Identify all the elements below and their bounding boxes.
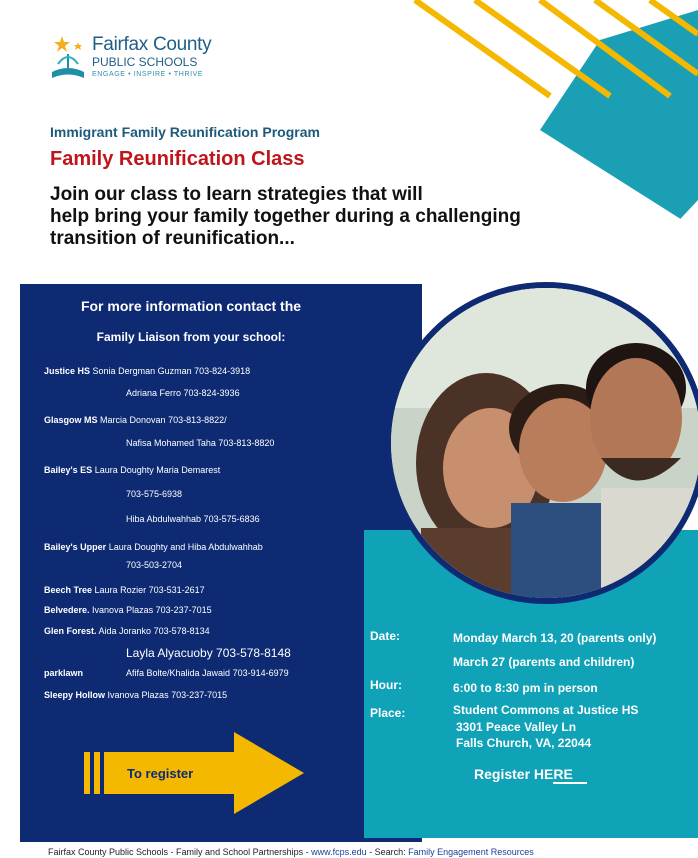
logo-tagline: ENGAGE • INSPIRE • THRIVE <box>92 71 204 78</box>
place-line-1: Student Commons at Justice HS <box>453 703 639 717</box>
to-register-link[interactable]: To register <box>127 766 194 781</box>
intro-text: Join our class to learn strategies that will help bring your family together during a challenging transition of reunification... <box>50 184 521 249</box>
hour-label: Hour: <box>370 678 402 692</box>
contact-justice: Justice HS Sonia Dergman Guzman 703-824-3918 <box>44 366 251 376</box>
logo-subtitle: PUBLIC SCHOOLS <box>92 55 198 69</box>
date-line-1: Monday March 13, 20 (parents only) <box>453 631 657 645</box>
footer-search-link[interactable]: Family Engagement Resources <box>408 847 534 857</box>
contact-baileys-es: Bailey's ES Laura Doughty Maria Demarest <box>44 465 221 475</box>
date-line-2: March 27 (parents and children) <box>453 655 635 669</box>
contact-heading: For more information contact the <box>80 298 302 314</box>
contact-glasgow: Glasgow MS Marcia Donovan 703-813-8822/ <box>44 415 227 425</box>
contact-parklawn: parklawn <box>44 668 84 678</box>
contact-baileys-es-2: 703-575-6938 <box>126 489 183 499</box>
contact-glen-forest: Glen Forest. Aida Joranko 703-578-8134 <box>44 626 210 636</box>
contact-belvedere: Belvedere. Ivanova Plazas 703-237-7015 <box>44 605 212 615</box>
contact-baileys-upper-2: 703-503-2704 <box>126 560 183 570</box>
contact-subheading: Family Liaison from your school: <box>96 330 286 344</box>
footer-text: Fairfax County Public Schools - Family and School Partnerships - <box>48 847 312 857</box>
footer <box>48 847 534 857</box>
contact-sleepy-hollow: Sleepy Hollow Ivanova Plazas 703-237-7015 <box>44 690 228 700</box>
place-line-2: 3301 Peace Valley Ln <box>456 720 577 734</box>
contact-parklawn-1: Afifa Bolte/Khalida Jawaid 703-914-6979 <box>126 668 289 678</box>
family-image <box>391 288 698 598</box>
contact-layla: Layla Alyacuoby 703-578-8148 <box>126 646 291 660</box>
date-label: Date: <box>370 629 401 643</box>
program-name: Immigrant Family Reunification Program <box>50 124 320 140</box>
contact-baileys-upper: Bailey's Upper Laura Doughty and Hiba Abdulwahhab <box>44 542 263 552</box>
class-title: Family Reunification Class <box>50 148 305 170</box>
place-line-3: Falls Church, VA, 22044 <box>456 736 592 750</box>
contact-beech-tree: Beech Tree Laura Rozier 703-531-2617 <box>44 585 205 595</box>
contact-baileys-es-3: Hiba Abdulwahhab 703-575-6836 <box>126 514 260 524</box>
footer-search-label: - Search: <box>366 847 409 857</box>
family-photo <box>385 282 698 604</box>
contact-glasgow-2: Nafisa Mohamed Taha 703-813-8820 <box>126 438 275 448</box>
logo-title: Fairfax County <box>92 34 212 55</box>
logo-book-icon <box>48 34 88 82</box>
fcps-logo <box>48 34 228 86</box>
hour-value: 6:00 to 8:30 pm in person <box>453 681 598 695</box>
footer-site-link[interactable]: www.fcps.edu <box>311 847 367 857</box>
contact-justice-2: Adriana Ferro 703-824-3936 <box>126 388 240 398</box>
register-here-link[interactable]: Register HERE <box>474 766 587 782</box>
place-label: Place: <box>370 706 406 720</box>
arrow-icon[interactable] <box>84 728 308 818</box>
